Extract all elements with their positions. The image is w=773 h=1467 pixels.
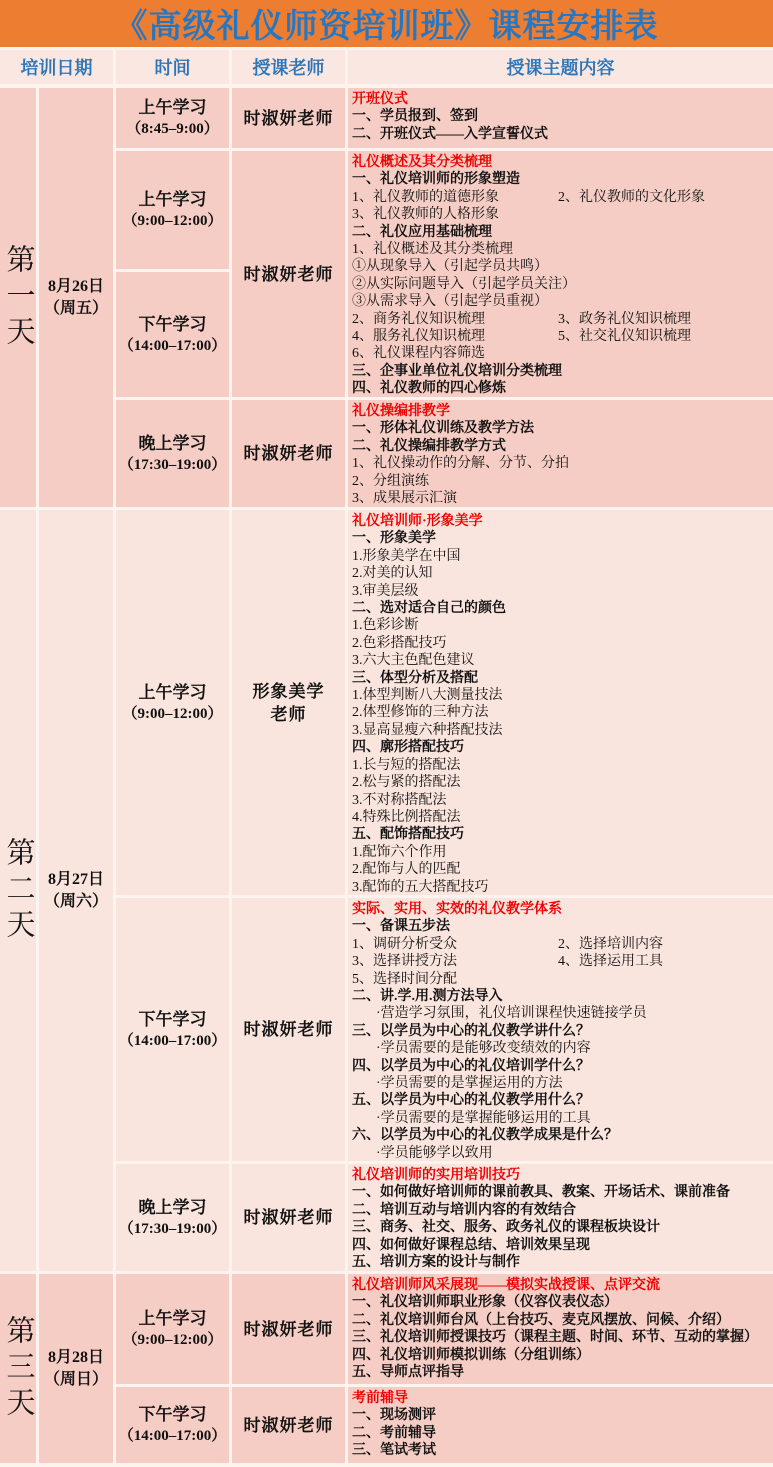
content-line: 一、形象美学 [352,531,436,547]
date-cell [39,88,113,507]
content-line: 3.六大主色配色建议 [352,653,475,669]
time-range-text: （9:00–12:00） [122,705,223,722]
table-header-row [0,50,773,84]
content-line-right: 5、社交礼仪知识梳理 [558,329,691,345]
time-period-text: 下午学习 [138,1405,207,1424]
content-line [352,936,768,953]
time-period-text: 上午学习 [138,190,207,209]
content-line: 五、导师点评指导 [352,1365,464,1381]
content-line-right: 4、选择运用工具 [558,954,663,970]
content-line: 五、以学员为中心的礼仪教学用什么？ [352,1093,590,1109]
content-line: 三、笔试考试 [352,1443,436,1459]
content-line: 1.配饰六个作用 [352,844,447,860]
time-period-text: 上午学习 [138,1309,207,1328]
teacher-name: 时淑妍老师 [243,444,334,463]
content-line: 一、形体礼仪训练及教学方法 [352,421,534,437]
topic-content-cell [348,400,773,507]
content-line: 2.松与紧的搭配法 [352,775,461,791]
content-line: 一、礼仪培训师职业形象（仪容仪表仪态） [352,1295,618,1311]
content-line [352,189,768,206]
weekday-text: （周五） [43,299,108,317]
content-line: 一、礼仪培训师的形象塑造 [352,172,520,188]
content-title: 实际、实用、实效的礼仪教学体系 [352,902,562,917]
day-group [0,1274,773,1463]
content-line-left: 2、商务礼仪知识梳理 [352,311,485,327]
content-line: 1.色彩诊断 [352,618,419,634]
teacher-cell [232,400,345,507]
page-title-bar [0,0,773,47]
content-line [352,328,768,345]
content-line: 3.配饰的五大搭配技巧 [352,879,489,895]
teacher-cell [232,151,345,397]
teacher-name: 时淑妍老师 [243,1319,334,1339]
content-line-right: 3、政务礼仪知识梳理 [558,311,691,327]
content-line: 五、配饰搭配技巧 [352,827,464,843]
date-text: 8月28日 [47,1348,104,1366]
content-line: 四、如何做好课程总结、培训效果呈现 [352,1237,590,1253]
time-range-text: （17:30–19:00） [118,456,227,473]
teacher-name: 形象美学 [252,681,325,701]
teacher-cell [232,88,345,148]
time-range-text: （9:00–12:00） [122,213,223,229]
time-period-text: 晚上学习 [138,1197,207,1217]
time-range-text: （8:45–9:00） [126,121,219,137]
content-line: 四、廓形搭配技巧 [352,740,464,756]
content-line-left: 4、服务礼仪知识梳理 [352,329,485,345]
content-title: 礼仪概述及其分类梳理 [352,155,492,170]
weekday-text: （周日） [43,1370,108,1388]
column-header-time: 时间 [116,50,229,84]
topic-content-cell [348,898,773,1161]
content-line: 二、礼仪操编排教学方式 [352,438,506,454]
day-label-text: 第三天 [2,1314,35,1423]
content-line: 五、培训方案的设计与制作 [352,1255,520,1271]
content-line: 六、以学员为中心的礼仪教学成果是什么？ [352,1128,618,1144]
teacher-cell [232,898,345,1161]
content-line: 1、礼仪操动作的分解、分节、分拍 [352,456,569,472]
content-line: ·学员需要的是掌握运用的方法 [376,1076,563,1092]
content-line: ·学员需要的是能够改变绩效的内容 [376,1041,591,1057]
content-line: 2、分组演练 [352,473,429,489]
content-line: ③从需求导入（引起学员重视） [352,294,548,310]
time-period-text: 上午学习 [138,98,207,117]
content-line-left: 1、礼仪教师的道德形象 [352,189,499,205]
day-label-text: 第一天 [2,243,35,352]
time-range-text: （14:00–17:00） [118,1428,227,1444]
time-slot-cell [116,898,229,1161]
content-line: 四、以学员为中心的礼仪培训学什么？ [352,1058,590,1074]
page-title: 《高级礼仪师资培训班》课程安排表 [114,9,659,45]
content-line: 2.体型修饰的三种方法 [352,705,489,721]
topic-content-cell [348,88,773,148]
content-line-right: 2、选择培训内容 [558,936,663,952]
content-line: 一、现场测评 [352,1408,436,1424]
time-range-text: （9:00–12:00） [122,1332,223,1348]
content-line: 3.审美层级 [352,583,419,599]
content-line: 三、体型分析及搭配 [352,670,478,686]
content-title: 开班仪式 [352,92,408,107]
time-slot-cell [116,510,229,895]
content-line: 2.色彩搭配技巧 [352,635,447,651]
date-cell [39,1274,113,1463]
content-line: 2.对美的认知 [352,566,433,582]
column-header-topic: 授课主题内容 [348,50,773,84]
day-label-text: 第二天 [2,836,35,945]
schedule-table [0,88,773,1463]
time-slot-cell [116,272,229,397]
day-label-cell [0,88,36,507]
date-text: 8月26日 [47,277,104,295]
day-label-cell [0,1274,36,1463]
teacher-name: 时淑妍老师 [243,1020,334,1039]
topic-content-cell [348,1387,773,1463]
time-range-text: （14:00–17:00） [118,337,227,354]
content-line: 3.不对称搭配法 [352,792,447,808]
teacher-name: 时淑妍老师 [243,108,334,128]
time-period-text: 上午学习 [138,682,207,702]
day-group [0,510,773,1271]
content-line-left: 1、调研分析受众 [352,936,457,952]
day-group [0,88,773,507]
content-line: 4.特殊比例搭配法 [352,809,461,825]
content-line: 一、备课五步法 [352,919,450,935]
content-line: 三、企事业单位礼仪培训分类梳理 [352,363,562,379]
column-header-date: 培训日期 [0,50,113,84]
content-line: 6、礼仪课程内容筛选 [352,346,485,362]
content-line [352,953,768,970]
content-line: 3、成果展示汇演 [352,491,457,507]
topic-content-cell [348,510,773,895]
content-line: 1、礼仪概述及其分类梳理 [352,242,513,258]
content-line: ·学员需要的是掌握能够运用的工具 [376,1110,591,1126]
content-line: 2.配饰与人的匹配 [352,862,461,878]
content-line: 三、商务、社交、服务、政务礼仪的课程板块设计 [352,1220,660,1236]
time-slot-cell [116,151,229,269]
content-line: 二、礼仪培训师台风（上台技巧、麦克风摆放、问候、介绍） [352,1312,730,1328]
time-period-text: 下午学习 [138,314,207,334]
content-line: 一、如何做好培训师的课前教具、教案、开场话术、课前准备 [352,1185,730,1201]
content-line: 1.形象美学在中国 [352,548,461,564]
content-line: 3、礼仪教师的人格形象 [352,207,499,223]
content-line: 3.显高显瘦六种搭配技法 [352,722,503,738]
content-title: 礼仪培训师·形象美学 [352,514,483,529]
weekday-text: （周六） [43,892,108,910]
teacher-cell [232,510,345,895]
time-range-text: （17:30–19:00） [118,1220,227,1237]
content-title: 礼仪操编排教学 [352,404,450,419]
column-header-teacher: 授课老师 [232,50,345,84]
time-slot-cell [116,1274,229,1384]
content-line: 四、礼仪培训师模拟训练（分组训练） [352,1347,590,1363]
time-slot-cell [116,400,229,507]
content-title: 礼仪培训师的实用培训技巧 [352,1168,520,1183]
topic-content-cell [348,1164,773,1271]
time-range-text: （14:00–17:00） [118,1032,227,1049]
teacher-name: 老师 [270,704,307,724]
day-label-cell [0,510,36,1271]
content-line: ·学员能够学以致用 [376,1145,493,1161]
content-line: ·营造学习氛围，礼仪培训课程快速链接学员 [376,1006,647,1022]
content-line: 二、考前辅导 [352,1425,436,1441]
content-line [352,311,768,328]
content-title: 礼仪培训师风采展现——模拟实战授课、点评交流 [352,1278,660,1293]
content-line-right: 2、礼仪教师的文化形象 [558,189,705,205]
content-line-left: 3、选择讲授方法 [352,954,457,970]
content-line: 一、学员报到、签到 [352,109,478,125]
content-line: ②从实际问题导入（引起学员关注） [352,276,576,292]
content-line: 二、讲.学.用.测方法导入 [352,989,503,1005]
teacher-cell [232,1164,345,1271]
content-line: 1.长与短的搭配法 [352,757,461,773]
teacher-cell [232,1274,345,1384]
content-title: 考前辅导 [352,1391,408,1406]
date-cell [39,510,113,1271]
time-slot-cell [116,1387,229,1463]
content-line: 二、开班仪式——入学宣誓仪式 [352,126,548,142]
content-line: ①从现象导入（引起学员共鸣） [352,259,548,275]
content-line: 四、礼仪教师的四心修炼 [352,381,506,397]
time-slot-cell [116,88,229,148]
time-period-text: 下午学习 [138,1009,207,1029]
content-line: 5、选择时间分配 [352,971,457,987]
content-line: 三、以学员为中心的礼仪教学讲什么？ [352,1023,590,1039]
teacher-name: 时淑妍老师 [243,1208,334,1227]
content-line: 二、培训互动与培训内容的有效结合 [352,1202,576,1218]
content-line: 二、礼仪应用基础梳理 [352,224,492,240]
teacher-cell [232,1387,345,1463]
topic-content-cell [348,151,773,397]
content-line: 二、选对适合自己的颜色 [352,601,506,617]
teacher-name: 时淑妍老师 [243,1415,334,1435]
time-period-text: 晚上学习 [138,433,207,453]
time-slot-cell [116,1164,229,1271]
date-text: 8月27日 [47,870,104,888]
content-line: 1.体型判断八大测量技法 [352,688,503,704]
teacher-name: 时淑妍老师 [243,264,334,284]
content-line: 三、礼仪培训师授课技巧（课程主题、时间、环节、互动的掌握） [352,1330,758,1346]
topic-content-cell [348,1274,773,1384]
